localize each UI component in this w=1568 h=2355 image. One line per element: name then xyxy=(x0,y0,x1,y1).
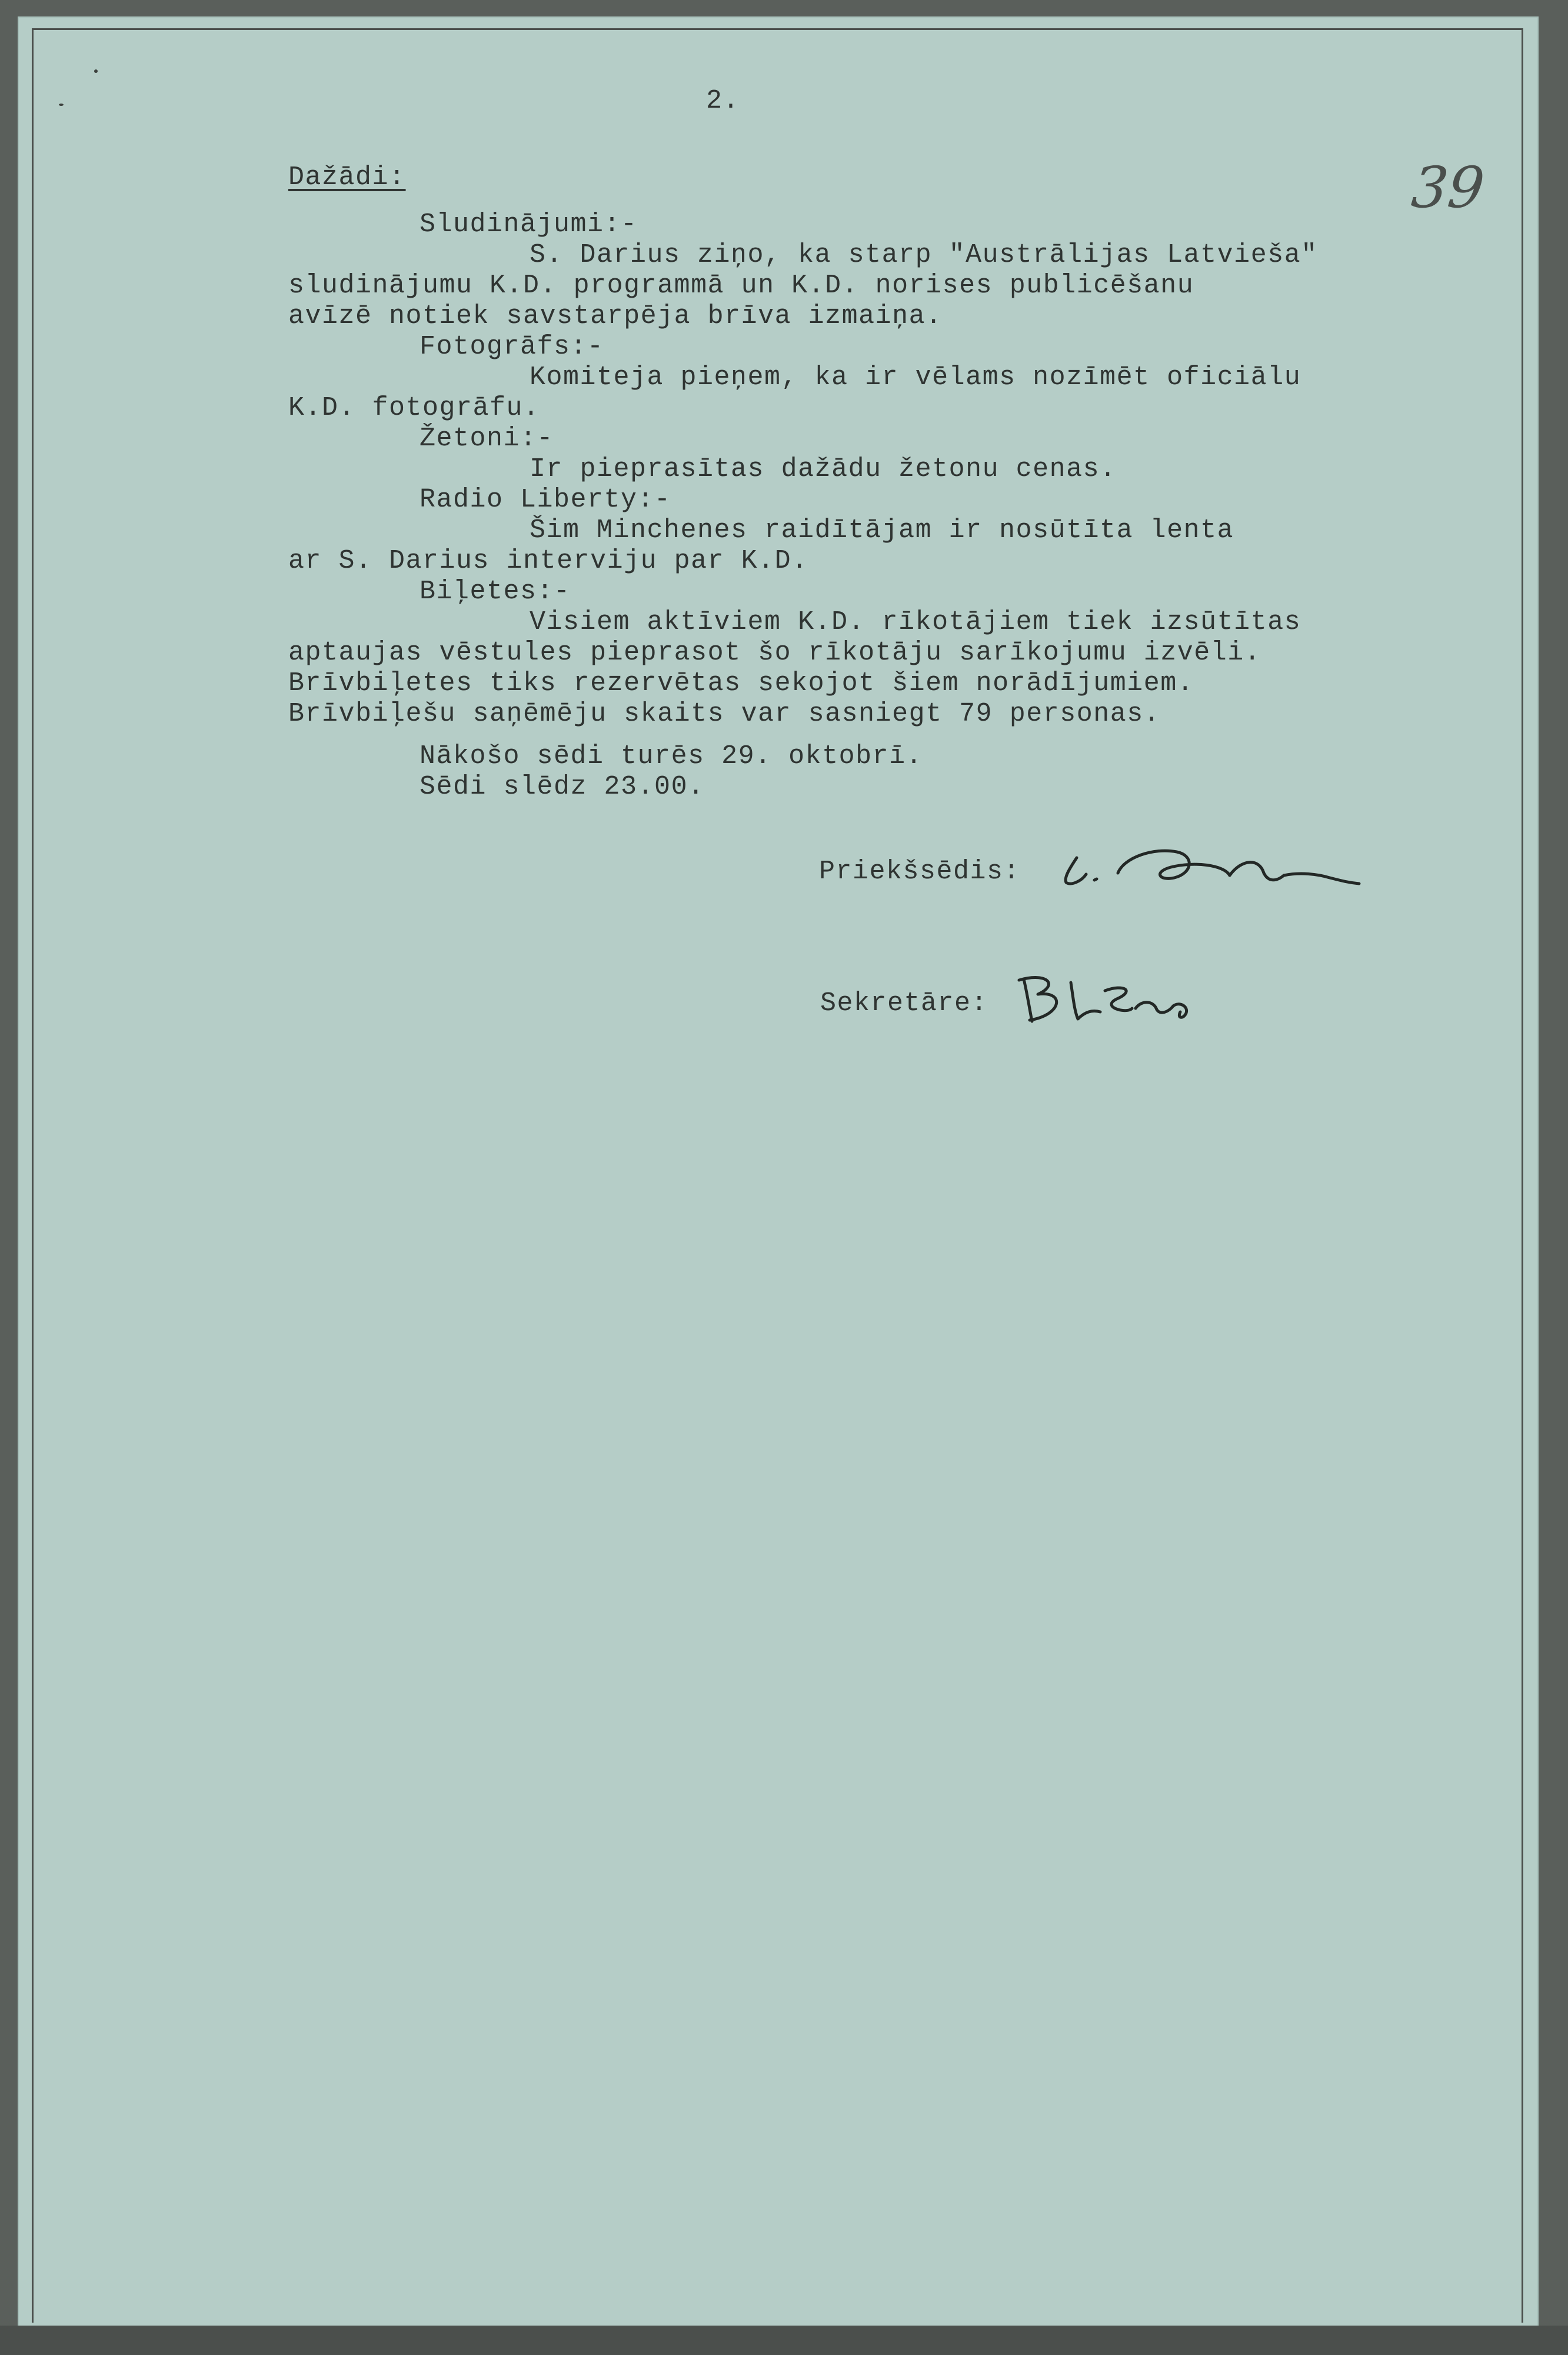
secretary-signature-label: Sekretāre: xyxy=(820,988,988,1018)
body-line: sludinājumu K.D. programmā un K.D. norises publicēšanu xyxy=(288,271,1194,301)
meeting-close-line: Sēdi slēdz 23.00. xyxy=(420,772,705,802)
scan-border xyxy=(0,2326,1568,2355)
subheading-radio-liberty: Radio Liberty:- xyxy=(420,485,671,515)
body-line: Komiteja pieņem, ka ir vēlams nozīmēt oficiālu xyxy=(530,362,1301,392)
body-line: Brīvbiļetes tiks rezervētas sekojot šiem norādījumiem. xyxy=(288,668,1194,698)
chair-signature-label: Priekšsēdis: xyxy=(819,857,1021,887)
section-heading: Dažādi: xyxy=(288,162,406,192)
subheading-photographer: Fotogrāfs:- xyxy=(420,332,604,362)
body-line: Ir pieprasītas dažādu žetonu cenas. xyxy=(530,454,1117,484)
ink-speck xyxy=(59,104,64,106)
page-number: 2. xyxy=(706,86,740,116)
body-line: S. Darius ziņo, ka starp "Austrālijas Latvieša" xyxy=(530,240,1318,270)
ink-speck xyxy=(94,69,98,73)
body-line: ar S. Darius interviju par K.D. xyxy=(288,546,808,576)
subheading-tokens: Žetoni:- xyxy=(420,424,554,454)
document-sheet xyxy=(18,16,1539,2336)
body-line: Brīvbiļešu saņēmēju skaits var sasniegt 79 personas. xyxy=(288,699,1161,729)
body-line: avīzē notiek savstarpēja brīva izmaiņa. xyxy=(288,301,943,331)
subheading-tickets: Biļetes:- xyxy=(420,577,571,607)
body-line: K.D. fotogrāfu. xyxy=(288,393,540,423)
secretary-signature xyxy=(1012,965,1206,1030)
body-line: Visiem aktīviem K.D. rīkotājiem tiek izsūtītas xyxy=(530,607,1301,637)
next-meeting-line: Nākošo sēdi turēs 29. oktobrī. xyxy=(420,741,923,771)
handwritten-folio-number: 39 xyxy=(1409,155,1488,221)
subheading-advertisements: Sludinājumi:- xyxy=(420,209,638,239)
chair-signature xyxy=(1053,817,1383,899)
body-line: aptaujas vēstules pieprasot šo rīkotāju sarīkojumu izvēli. xyxy=(288,638,1261,668)
body-line: Šim Minchenes raidītājam ir nosūtīta lenta xyxy=(530,515,1234,545)
